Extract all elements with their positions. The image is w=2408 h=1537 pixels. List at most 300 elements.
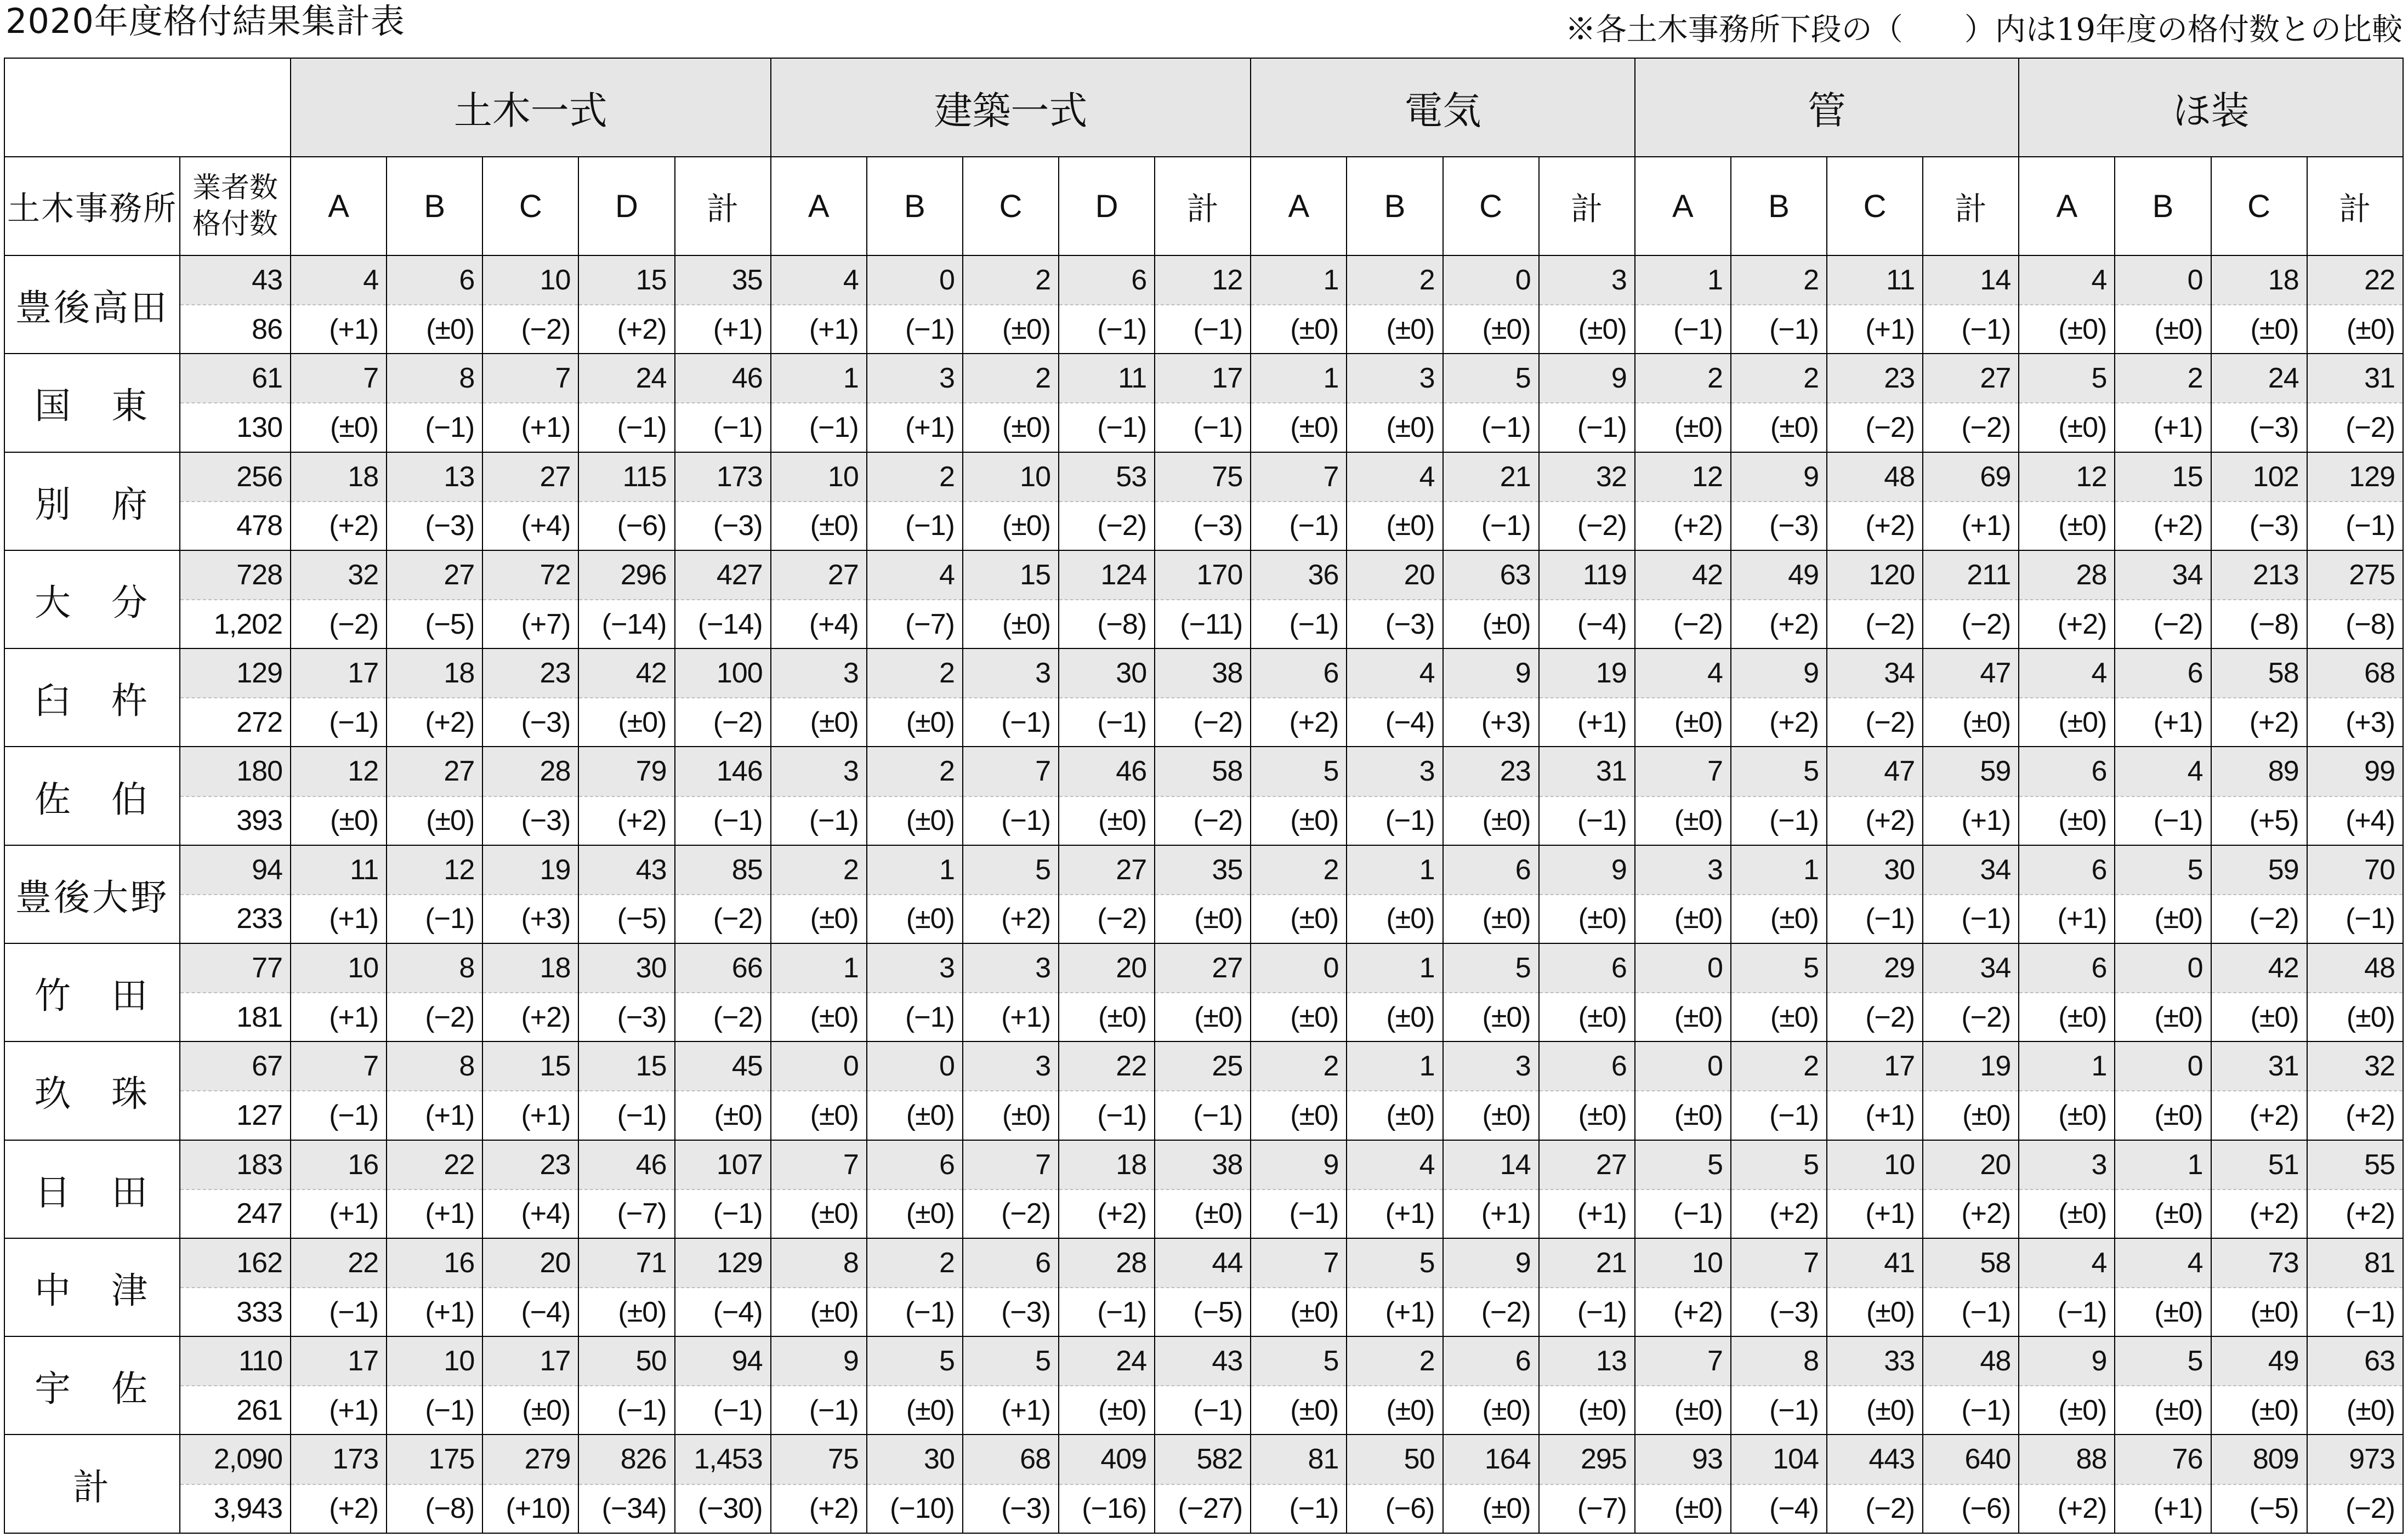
rating-count-label: 格付数 (192, 208, 278, 240)
grade-diff-cell: (−1) (1059, 1091, 1155, 1140)
grade-count-cell: 27 (1059, 845, 1155, 895)
grade-diff-cell: (±0) (1059, 993, 1155, 1041)
grade-count-cell: 34 (2115, 550, 2211, 600)
grade-count-cell: 2 (1731, 255, 1827, 305)
grade-count-cell: 7 (963, 1140, 1059, 1189)
grade-count-cell: 75 (1155, 452, 1251, 502)
grade-count-cell: 107 (675, 1140, 771, 1189)
grade-diff-cell: (−1) (867, 993, 963, 1041)
grade-count-cell: 8 (387, 943, 482, 993)
grade-count-cell: 2 (867, 648, 963, 698)
grade-diff-cell: (±0) (2019, 698, 2115, 747)
grade-count-cell: 3 (963, 1041, 1059, 1091)
grade-diff-cell: (−1) (1731, 305, 1827, 354)
grade-header-civil-b: B (387, 157, 482, 255)
grade-diff-cell: (±0) (2019, 1091, 2115, 1140)
grade-count-cell: 8 (771, 1238, 867, 1288)
grade-diff-cell: (−1) (675, 796, 771, 845)
rating-count: 130 (180, 403, 291, 452)
office-name: 中 津 (4, 1238, 180, 1336)
grade-count-cell: 38 (1155, 648, 1251, 698)
grade-header-electrical-b: B (1347, 157, 1442, 255)
grade-count-cell: 42 (2211, 943, 2307, 993)
grade-count-cell: 85 (675, 845, 771, 895)
grade-count-cell: 6 (1539, 1041, 1635, 1091)
grade-count-cell: 28 (2019, 550, 2115, 600)
grade-count-cell: 9 (2019, 1336, 2115, 1386)
grade-diff-cell: (±0) (1347, 502, 1442, 550)
grade-diff-cell: (±0) (1251, 993, 1347, 1041)
grade-diff-cell: (±0) (2019, 502, 2115, 550)
grade-diff-cell: (−1) (1827, 895, 1923, 943)
grade-count-cell: 99 (2307, 747, 2403, 796)
grade-diff-cell: (−4) (1731, 1484, 1827, 1533)
grade-diff-cell: (−2) (1827, 698, 1923, 747)
grade-diff-cell: (±0) (675, 1091, 771, 1140)
grade-diff-cell: (+2) (291, 1484, 387, 1533)
grade-diff-cell: (−1) (1443, 502, 1539, 550)
business-count: 67 (180, 1041, 291, 1091)
grade-diff-cell: (−1) (1059, 403, 1155, 452)
grade-diff-cell: (±0) (2019, 305, 2115, 354)
grade-diff-cell: (±0) (2115, 1386, 2211, 1434)
grade-count-cell: 3 (2019, 1140, 2115, 1189)
grade-count-cell: 58 (1923, 1238, 2019, 1288)
grade-count-cell: 295 (1539, 1434, 1635, 1484)
grade-diff-cell: (−1) (1251, 502, 1347, 550)
grade-diff-cell: (−1) (963, 796, 1059, 845)
grade-diff-cell: (±0) (2211, 993, 2307, 1041)
grade-header-civil-a: A (291, 157, 387, 255)
grade-count-cell: 175 (387, 1434, 482, 1484)
grade-diff-cell: (−4) (482, 1288, 578, 1336)
grade-diff-cell: (+2) (2115, 502, 2211, 550)
grade-count-cell: 22 (387, 1140, 482, 1189)
grade-diff-cell: (−11) (1155, 600, 1251, 648)
grade-diff-cell: (+3) (482, 895, 578, 943)
grade-diff-cell: (+1) (291, 895, 387, 943)
grade-count-cell: 5 (2115, 1336, 2211, 1386)
grade-count-cell: 115 (578, 452, 674, 502)
grade-count-cell: 0 (2115, 943, 2211, 993)
grade-count-cell: 9 (1731, 648, 1827, 698)
grade-diff-cell: (−2) (1827, 403, 1923, 452)
grade-diff-cell: (−34) (578, 1484, 674, 1533)
grade-diff-cell: (−1) (1251, 1189, 1347, 1238)
grade-diff-cell: (+2) (482, 993, 578, 1041)
office-row-counts (4, 1238, 2403, 1288)
grade-diff-cell: (−2) (675, 698, 771, 747)
grade-diff-cell: (−1) (578, 1386, 674, 1434)
grade-diff-cell: (−1) (1539, 1288, 1635, 1336)
grade-count-cell: 13 (1539, 1336, 1635, 1386)
grade-count-cell: 9 (771, 1336, 867, 1386)
grade-count-cell: 0 (867, 1041, 963, 1091)
grade-diff-cell: (±0) (2307, 305, 2403, 354)
office-row-diffs (4, 895, 2403, 943)
office-name: 臼 杵 (4, 648, 180, 747)
grade-count-cell: 63 (2307, 1336, 2403, 1386)
grade-diff-cell: (+1) (867, 403, 963, 452)
grade-count-cell: 9 (1539, 845, 1635, 895)
grade-count-cell: 6 (963, 1238, 1059, 1288)
grade-count-cell: 11 (291, 845, 387, 895)
grade-diff-cell: (−1) (1155, 1091, 1251, 1140)
grade-diff-cell: (−2) (675, 993, 771, 1041)
grade-diff-cell: (±0) (867, 698, 963, 747)
grade-diff-cell: (−8) (387, 1484, 482, 1533)
grade-count-cell: 3 (867, 943, 963, 993)
grade-diff-cell: (+1) (675, 305, 771, 354)
grade-diff-cell: (−1) (1443, 403, 1539, 452)
grade-count-cell: 2 (1251, 1041, 1347, 1091)
grade-diff-cell: (−2) (1059, 502, 1155, 550)
grade-diff-cell: (−2) (387, 993, 482, 1041)
grade-diff-cell: (−3) (963, 1288, 1059, 1336)
grade-count-cell: 33 (1827, 1336, 1923, 1386)
grade-diff-cell: (±0) (1635, 1386, 1731, 1434)
grade-diff-cell: (−16) (1059, 1484, 1155, 1533)
rating-count: 1,202 (180, 600, 291, 648)
grade-count-cell: 1,453 (675, 1434, 771, 1484)
grade-count-cell: 4 (1347, 452, 1442, 502)
grade-diff-cell: (+1) (1827, 305, 1923, 354)
grade-diff-cell: (−8) (2307, 600, 2403, 648)
grade-diff-cell: (−2) (1827, 993, 1923, 1041)
grade-diff-cell: (+1) (387, 1189, 482, 1238)
grade-count-cell: 4 (1635, 648, 1731, 698)
grade-count-cell: 18 (291, 452, 387, 502)
grade-count-cell: 7 (291, 354, 387, 403)
grade-diff-cell: (−1) (1923, 1288, 2019, 1336)
grade-count-cell: 43 (578, 845, 674, 895)
grade-diff-cell: (+1) (1347, 1288, 1442, 1336)
grade-diff-cell: (−1) (2307, 1288, 2403, 1336)
grade-count-cell: 24 (1059, 1336, 1155, 1386)
grade-count-cell: 5 (1347, 1238, 1442, 1288)
grade-count-cell: 2 (1347, 255, 1442, 305)
grade-count-cell: 38 (1155, 1140, 1251, 1189)
grade-diff-cell: (±0) (1635, 403, 1731, 452)
grade-diff-cell: (±0) (387, 796, 482, 845)
grade-diff-cell: (−1) (771, 796, 867, 845)
grade-count-cell: 0 (1635, 1041, 1731, 1091)
grade-diff-cell: (±0) (1347, 895, 1442, 943)
grade-count-cell: 4 (2115, 747, 2211, 796)
grade-count-cell: 18 (2211, 255, 2307, 305)
office-column-header: 土木事務所 (4, 157, 180, 255)
grade-count-cell: 4 (2019, 255, 2115, 305)
grade-count-cell: 73 (2211, 1238, 2307, 1288)
grade-diff-cell: (−4) (1539, 600, 1635, 648)
grade-count-cell: 9 (1539, 354, 1635, 403)
rating-count: 247 (180, 1189, 291, 1238)
grade-diff-cell: (−2) (2115, 600, 2211, 648)
grade-count-cell: 10 (963, 452, 1059, 502)
grade-diff-cell: (−14) (578, 600, 674, 648)
grade-diff-cell: (−1) (387, 895, 482, 943)
grade-count-cell: 72 (482, 550, 578, 600)
grade-count-cell: 34 (1923, 845, 2019, 895)
grade-diff-cell: (±0) (2211, 305, 2307, 354)
grade-diff-cell: (+2) (291, 502, 387, 550)
grade-count-cell: 15 (2115, 452, 2211, 502)
grade-count-cell: 296 (578, 550, 674, 600)
grade-count-cell: 582 (1155, 1434, 1251, 1484)
grade-diff-cell: (±0) (963, 600, 1059, 648)
grade-count-cell: 15 (578, 1041, 674, 1091)
grade-count-cell: 27 (482, 452, 578, 502)
grade-diff-cell: (−7) (1539, 1484, 1635, 1533)
business-count: 728 (180, 550, 291, 600)
grade-header-paving-total: 計 (2307, 157, 2403, 255)
grade-header-pipe-total: 計 (1923, 157, 2019, 255)
grade-diff-cell: (±0) (1923, 698, 2019, 747)
office-name: 大 分 (4, 550, 180, 648)
grade-diff-cell: (+3) (2307, 698, 2403, 747)
grade-count-cell: 18 (1059, 1140, 1155, 1189)
office-row-counts (4, 1434, 2403, 1484)
grade-count-cell: 48 (1923, 1336, 2019, 1386)
grade-count-cell: 27 (1539, 1140, 1635, 1189)
grade-count-cell: 5 (963, 1336, 1059, 1386)
grade-count-cell: 48 (1827, 452, 1923, 502)
grade-count-cell: 6 (1251, 648, 1347, 698)
grade-diff-cell: (±0) (771, 502, 867, 550)
grade-diff-cell: (+1) (1539, 1189, 1635, 1238)
office-row-diffs (4, 1484, 2403, 1533)
grade-diff-cell: (+1) (2019, 895, 2115, 943)
grade-header-pipe-b: B (1731, 157, 1827, 255)
grade-count-cell: 16 (291, 1140, 387, 1189)
grade-count-cell: 29 (1827, 943, 1923, 993)
grade-count-cell: 50 (578, 1336, 674, 1386)
grade-count-cell: 4 (1347, 1140, 1442, 1189)
grade-count-cell: 10 (482, 255, 578, 305)
grade-count-cell: 6 (1443, 845, 1539, 895)
grade-count-cell: 12 (1635, 452, 1731, 502)
grade-diff-cell: (+1) (1539, 698, 1635, 747)
grade-diff-cell: (−3) (2211, 502, 2307, 550)
office-name: 別 府 (4, 452, 180, 550)
grade-diff-cell: (−3) (1731, 1288, 1827, 1336)
grade-diff-cell: (±0) (2307, 993, 2403, 1041)
grade-diff-cell: (−1) (1155, 403, 1251, 452)
grade-count-cell: 76 (2115, 1434, 2211, 1484)
grade-diff-cell: (+1) (291, 1386, 387, 1434)
grade-count-cell: 44 (1155, 1238, 1251, 1288)
grade-count-cell: 5 (2115, 845, 2211, 895)
grade-count-cell: 5 (1731, 747, 1827, 796)
grade-diff-cell: (−2) (1827, 1484, 1923, 1533)
grade-diff-cell: (−1) (2115, 796, 2211, 845)
grade-diff-cell: (−3) (387, 502, 482, 550)
grade-diff-cell: (+1) (963, 1386, 1059, 1434)
office-row-counts (4, 845, 2403, 895)
grade-diff-cell: (+1) (387, 1288, 482, 1336)
grade-count-cell: 3 (867, 354, 963, 403)
grade-diff-cell: (+2) (578, 305, 674, 354)
grade-count-cell: 5 (1635, 1140, 1731, 1189)
grade-diff-cell: (±0) (578, 1288, 674, 1336)
grade-diff-cell: (−2) (1923, 403, 2019, 452)
grade-diff-cell: (+1) (291, 1189, 387, 1238)
grade-diff-cell: (±0) (1155, 1189, 1251, 1238)
grade-count-cell: 12 (291, 747, 387, 796)
grade-diff-cell: (−1) (291, 1091, 387, 1140)
grade-diff-cell: (±0) (2115, 305, 2211, 354)
grade-count-cell: 10 (1635, 1238, 1731, 1288)
grade-diff-cell: (−1) (867, 502, 963, 550)
grade-header-electrical-a: A (1251, 157, 1347, 255)
grade-diff-cell: (−2) (675, 895, 771, 943)
grade-diff-cell: (−4) (675, 1288, 771, 1336)
office-row-diffs (4, 600, 2403, 648)
business-count: 110 (180, 1336, 291, 1386)
grade-diff-cell: (±0) (771, 1091, 867, 1140)
grade-diff-cell: (−1) (675, 1189, 771, 1238)
grade-diff-cell: (+1) (387, 1091, 482, 1140)
grade-count-cell: 21 (1539, 1238, 1635, 1288)
grade-count-cell: 2 (963, 354, 1059, 403)
grade-count-cell: 4 (771, 255, 867, 305)
grade-diff-cell: (−1) (675, 403, 771, 452)
grade-count-cell: 16 (387, 1238, 482, 1288)
grade-count-cell: 12 (1155, 255, 1251, 305)
grade-count-cell: 17 (482, 1336, 578, 1386)
office-name: 豊後高田 (4, 255, 180, 354)
grade-diff-cell: (+1) (1827, 1189, 1923, 1238)
grade-count-cell: 18 (482, 943, 578, 993)
grade-header-building-b: B (867, 157, 963, 255)
grade-diff-cell: (−2) (963, 1189, 1059, 1238)
grade-diff-cell: (±0) (1059, 1386, 1155, 1434)
grade-diff-cell: (−1) (1251, 1484, 1347, 1533)
grade-header-pipe-a: A (1635, 157, 1731, 255)
grade-count-cell: 71 (578, 1238, 674, 1288)
grade-count-cell: 7 (291, 1041, 387, 1091)
rating-count: 181 (180, 993, 291, 1041)
grade-count-cell: 8 (1731, 1336, 1827, 1386)
grade-diff-cell: (+1) (2115, 1484, 2211, 1533)
grade-diff-cell: (±0) (1251, 1091, 1347, 1140)
grade-count-cell: 23 (482, 1140, 578, 1189)
grade-count-cell: 28 (482, 747, 578, 796)
grade-diff-cell: (±0) (1347, 993, 1442, 1041)
grade-count-cell: 15 (963, 550, 1059, 600)
grade-count-cell: 213 (2211, 550, 2307, 600)
grade-diff-cell: (−3) (2211, 403, 2307, 452)
grade-count-cell: 3 (1539, 255, 1635, 305)
office-row-diffs (4, 993, 2403, 1041)
grade-count-cell: 46 (1059, 747, 1155, 796)
grade-count-cell: 1 (1347, 1041, 1442, 1091)
grade-count-cell: 6 (1059, 255, 1155, 305)
group-header-paving: ほ装 (2019, 58, 2403, 157)
grade-diff-cell: (−1) (1155, 305, 1251, 354)
grade-header-building-total: 計 (1155, 157, 1251, 255)
grade-diff-cell: (+2) (2211, 1091, 2307, 1140)
grade-diff-cell: (−4) (1347, 698, 1442, 747)
grade-count-cell: 20 (1923, 1140, 2019, 1189)
grade-diff-cell: (±0) (963, 403, 1059, 452)
grade-diff-cell: (−5) (1155, 1288, 1251, 1336)
grade-count-cell: 30 (1827, 845, 1923, 895)
grade-count-cell: 409 (1059, 1434, 1155, 1484)
grade-diff-cell: (+1) (291, 993, 387, 1041)
grade-count-cell: 0 (2115, 1041, 2211, 1091)
grade-diff-cell: (−7) (578, 1189, 674, 1238)
grade-count-cell: 275 (2307, 550, 2403, 600)
grade-count-cell: 51 (2211, 1140, 2307, 1189)
rating-count: 393 (180, 796, 291, 845)
grade-diff-cell: (−1) (1155, 1386, 1251, 1434)
grade-diff-cell: (±0) (1731, 403, 1827, 452)
grade-diff-cell: (+3) (1443, 698, 1539, 747)
grade-count-cell: 7 (482, 354, 578, 403)
grade-diff-cell: (−1) (867, 305, 963, 354)
grade-count-cell: 34 (1923, 943, 2019, 993)
grade-diff-cell: (±0) (1155, 993, 1251, 1041)
grade-count-cell: 5 (1251, 747, 1347, 796)
grade-count-cell: 47 (1923, 648, 2019, 698)
grade-count-cell: 17 (291, 1336, 387, 1386)
rating-count: 272 (180, 698, 291, 747)
grade-count-cell: 31 (2211, 1041, 2307, 1091)
grade-diff-cell: (+1) (482, 1091, 578, 1140)
grade-diff-cell: (±0) (771, 1189, 867, 1238)
grade-count-cell: 20 (482, 1238, 578, 1288)
grade-diff-cell: (±0) (1635, 993, 1731, 1041)
grade-count-cell: 30 (1059, 648, 1155, 698)
grade-count-cell: 94 (675, 1336, 771, 1386)
grade-count-cell: 9 (1443, 648, 1539, 698)
grade-diff-cell: (±0) (963, 502, 1059, 550)
grade-diff-cell: (−3) (963, 1484, 1059, 1533)
grade-diff-cell: (+2) (963, 895, 1059, 943)
grade-count-cell: 6 (2019, 845, 2115, 895)
grade-diff-cell: (±0) (963, 1091, 1059, 1140)
grade-diff-cell: (±0) (1539, 993, 1635, 1041)
grade-count-cell: 3 (1443, 1041, 1539, 1091)
grade-diff-cell: (±0) (1155, 895, 1251, 943)
grade-diff-cell: (±0) (2211, 1386, 2307, 1434)
grade-count-cell: 27 (387, 550, 482, 600)
grade-count-cell: 640 (1923, 1434, 2019, 1484)
office-row-diffs (4, 1386, 2403, 1434)
office-name: 日 田 (4, 1140, 180, 1238)
office-row-counts (4, 452, 2403, 502)
grade-count-cell: 79 (578, 747, 674, 796)
grade-diff-cell: (−1) (1731, 796, 1827, 845)
business-count: 2,090 (180, 1434, 291, 1484)
grade-count-cell: 0 (2115, 255, 2211, 305)
business-count: 94 (180, 845, 291, 895)
grade-diff-cell: (±0) (1443, 796, 1539, 845)
grade-diff-cell: (−1) (1731, 1386, 1827, 1434)
grade-count-cell: 129 (675, 1238, 771, 1288)
grade-count-cell: 2 (867, 452, 963, 502)
grade-count-cell: 173 (675, 452, 771, 502)
grade-count-cell: 427 (675, 550, 771, 600)
grade-count-cell: 20 (1347, 550, 1442, 600)
grade-diff-cell: (+10) (482, 1484, 578, 1533)
grade-diff-cell: (±0) (1251, 796, 1347, 845)
grade-count-cell: 8 (387, 354, 482, 403)
grade-count-cell: 31 (2307, 354, 2403, 403)
grade-count-cell: 124 (1059, 550, 1155, 600)
grade-count-cell: 1 (2115, 1140, 2211, 1189)
